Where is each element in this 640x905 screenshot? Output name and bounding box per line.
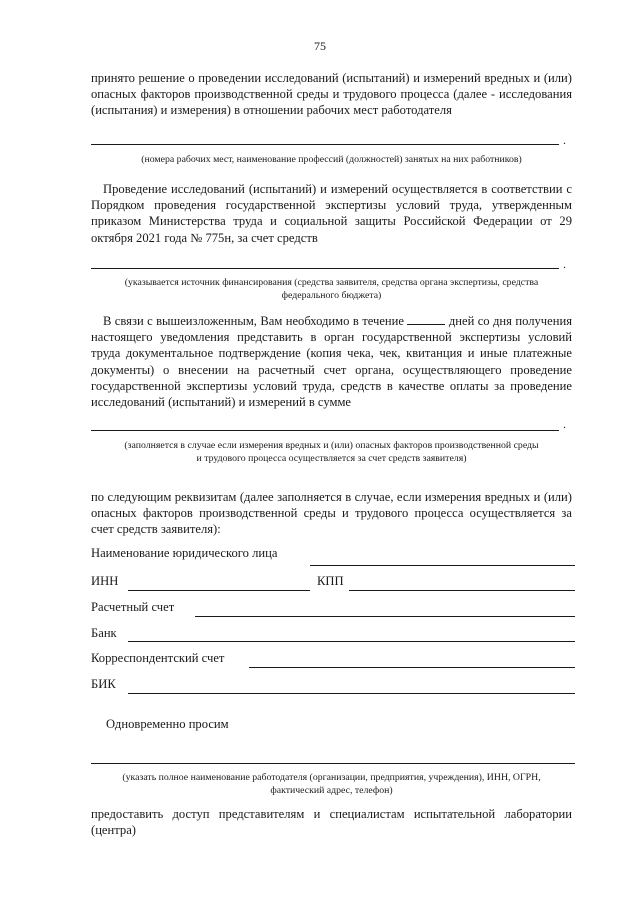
page-number: 75 (314, 39, 326, 53)
payment-text-after: дней со дня получения настоящего уведомления представить в орган государственной экспертизы условий труда документальное подтверждение (копия чека, чек, квитанция и иные платежные документы) о внесении на расчетный счет органа, осуществляющего проведение государственной экспертизы условий труда, средств в качестве оплаты за проведение исследований (испытаний) и измерений в сумме (91, 314, 573, 410)
bik-line[interactable] (128, 693, 575, 694)
funding-source-caption-1: (указывается источник финансирования (средства заявителя, средства органа экспертизы, средства (124, 277, 539, 288)
funding-source-line (91, 268, 559, 269)
inn-line[interactable] (128, 590, 310, 591)
corr-account-line[interactable] (249, 667, 575, 668)
requisites-paragraph: по следующим реквизитам (далее заполняется в случае, если измерения вредных и (или) опасных факторов производственной среды и трудового процесса осуществляется за счет средств заявителя): (91, 490, 572, 537)
workplaces-line (91, 144, 559, 145)
employer-line[interactable] (91, 763, 575, 764)
request-text: Одновременно просим (106, 717, 229, 731)
corr-account-label: Корреспондентский счет (91, 651, 225, 665)
account-label: Расчетный счет (91, 600, 175, 614)
inn-label: ИНН (91, 574, 119, 588)
bik-label: БИК (91, 677, 116, 691)
amount-line-end: . (563, 417, 566, 431)
amount-line (91, 430, 559, 431)
employer-caption-1: (указать полное наименование работодателя (организации, предприятия, учреждения), ИНН, ОГРН, (122, 772, 541, 783)
legal-name-line[interactable] (310, 565, 575, 566)
amount-caption-1: (заполняется в случае если измерения вредных и (или) опасных факторов производственной среды (124, 440, 539, 451)
days-blank-field[interactable] (407, 313, 445, 325)
intro-paragraph: принято решение о проведении исследований (испытаний) и измерений вредных и (или) опасных факторов производственной среды и трудового процесса (далее - исследования (испытания) и измерения) в отношении рабочих мест работодателя (91, 71, 572, 118)
legal-name-label: Наименование юридического лица (91, 546, 278, 560)
workplaces-line-end: . (563, 133, 566, 147)
bank-line[interactable] (128, 641, 575, 642)
bank-label: Банк (91, 626, 117, 640)
access-paragraph: предоставить доступ представителям и специалистам испытательной лаборатории (центра) (91, 807, 572, 838)
kpp-line[interactable] (349, 590, 575, 591)
funding-source-line-end: . (563, 257, 566, 271)
employer-caption-2: фактический адрес, телефон) (270, 785, 393, 796)
account-line[interactable] (195, 616, 575, 617)
workplaces-caption: (номера рабочих мест, наименование профессий (должностей) занятых на них работников) (141, 154, 522, 165)
amount-caption-2: и трудового процесса осуществляется за счет средств заявителя) (196, 453, 467, 464)
payment-paragraph (91, 313, 572, 410)
kpp-label: КПП (317, 574, 344, 588)
payment-text-before: В связи с вышеизложенным, Вам необходимо в течение (103, 314, 404, 328)
funding-source-caption-2: федерального бюджета) (281, 290, 382, 301)
basis-paragraph: Проведение исследований (испытаний) и измерений осуществляется в соответствии с Порядком проведения государственной экспертизы условий труда, утвержденным приказом Министерства труда и социальной защиты Российской Федерации от 29 октября 2021 года № 775н, за счет средств (91, 182, 572, 245)
